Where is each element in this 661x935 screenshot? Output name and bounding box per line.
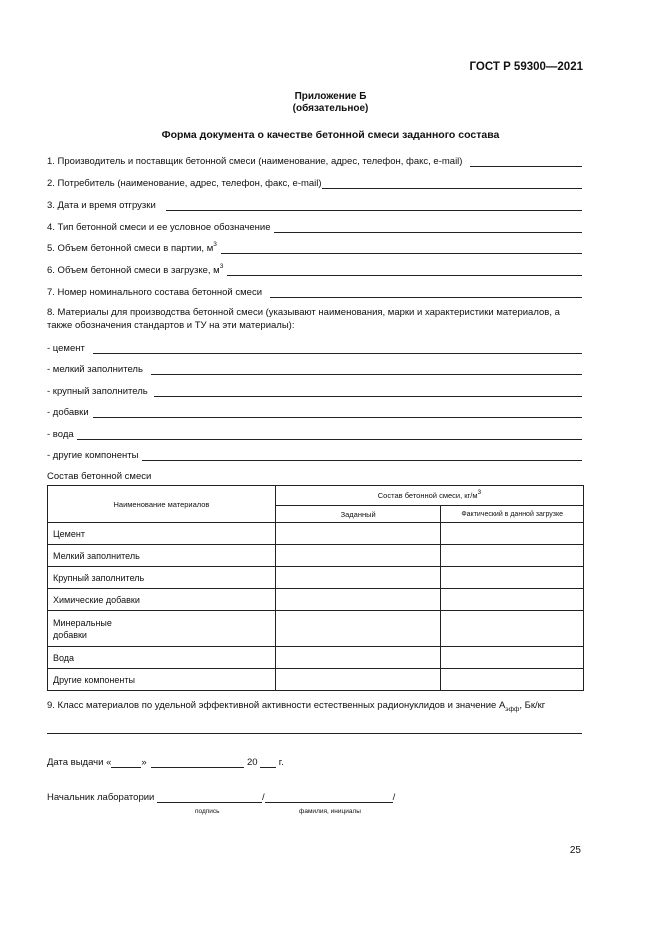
item-composition-number: 7. Номер номинального состава бетонной смеси (47, 284, 582, 298)
load-volume-field[interactable] (227, 264, 582, 276)
actual-cell[interactable] (441, 567, 584, 589)
radionuclide-field[interactable] (47, 733, 582, 734)
table-row (48, 611, 584, 647)
form-title: Форма документа о качестве бетонной смеси заданного состава (161, 129, 500, 141)
cement-field[interactable] (93, 342, 582, 354)
item-load-volume: 6. Объем бетонной смеси в загрузке, $м^3$ (47, 262, 582, 276)
signature-line: Начальник лаборатории / / (47, 792, 396, 803)
table-row (48, 669, 584, 691)
composition-number-field[interactable] (270, 286, 582, 298)
coarse-aggregate-field[interactable] (154, 385, 582, 397)
mix-type-field[interactable] (274, 221, 582, 233)
row-name: Минеральные добавки (48, 611, 276, 647)
item-shipment-date: 3. Дата и время отгрузки (47, 197, 582, 211)
item-materials: 8. Материалы для производства бетонной смеси (указывают наименования, марки и характеристики материалов, а также обозначения стандартов и ТУ на эти материалы): (47, 307, 560, 331)
caption-name: фамилия, инициалы (299, 808, 361, 815)
name-field[interactable] (265, 791, 393, 803)
material-cement: - цемент (47, 340, 582, 354)
page-number: 25 (569, 845, 581, 856)
year-field[interactable] (260, 756, 276, 768)
batch-volume-field[interactable] (221, 242, 582, 254)
actual-cell[interactable] (441, 669, 584, 691)
actual-cell[interactable] (441, 589, 584, 611)
row-name: Другие компоненты (48, 669, 276, 691)
item-producer: 1. Производитель и поставщик бетонной смеси (наименование, адрес, телефон, факс, e-mail) (47, 153, 582, 167)
row-name: Химические добавки (48, 589, 276, 611)
standard-designation: ГОСТ Р 59300—2021 (469, 61, 583, 73)
given-cell[interactable] (275, 589, 440, 611)
material-water: - вода (47, 426, 582, 440)
given-cell[interactable] (275, 523, 440, 545)
row-name: Вода (48, 647, 276, 669)
appendix-title: Приложение Б (294, 91, 367, 102)
additives-field[interactable] (93, 406, 582, 418)
signature-field[interactable] (157, 791, 262, 803)
appendix-status: (обязательное) (292, 103, 369, 114)
col-header-group: Состав бетонной смеси, $кг/м^3$ (275, 486, 583, 506)
table-row (48, 523, 584, 545)
material-coarse-aggregate: - крупный заполнитель (47, 383, 582, 397)
actual-cell[interactable] (441, 523, 584, 545)
col-header-given: Заданный (275, 506, 440, 523)
table-row (48, 647, 584, 669)
table-row (48, 589, 584, 611)
actual-cell[interactable] (441, 545, 584, 567)
given-cell[interactable] (275, 567, 440, 589)
fine-aggregate-field[interactable] (151, 363, 582, 375)
day-field[interactable] (111, 756, 141, 768)
issue-date-line: Дата выдачи « » 20 г. (47, 757, 284, 768)
item-radionuclide-class: 9. Класс материалов по удельной эффективной активности естественных радионуклидов и значение $А_{эфф}$, Бк/кг (47, 700, 546, 713)
material-fine-aggregate: - мелкий заполнитель (47, 361, 582, 375)
row-name: Цемент (48, 523, 276, 545)
item-mix-type: 4. Тип бетонной смеси и ее условное обозначение (47, 219, 582, 233)
col-header-name: Наименование материалов (48, 486, 276, 523)
producer-field[interactable] (470, 155, 582, 167)
table-row (48, 545, 584, 567)
item-batch-volume: 5. Объем бетонной смеси в партии, $м^3$ (47, 240, 582, 254)
table-row (48, 567, 584, 589)
material-other: - другие компоненты (47, 447, 582, 461)
col-header-actual: Фактический в данной загрузке (441, 506, 584, 523)
given-cell[interactable] (275, 545, 440, 567)
given-cell[interactable] (275, 669, 440, 691)
actual-cell[interactable] (441, 647, 584, 669)
consumer-field[interactable] (322, 177, 582, 189)
row-name: Крупный заполнитель (48, 567, 276, 589)
actual-cell[interactable] (441, 611, 584, 647)
composition-table (47, 485, 584, 691)
material-additives: - добавки (47, 404, 582, 418)
given-cell[interactable] (275, 647, 440, 669)
given-cell[interactable] (275, 611, 440, 647)
item-consumer: 2. Потребитель (наименование, адрес, телефон, факс, e-mail) (47, 175, 582, 189)
row-name: Мелкий заполнитель (48, 545, 276, 567)
caption-signature: подпись (195, 808, 220, 815)
month-field[interactable] (151, 756, 244, 768)
composition-caption: Состав бетонной смеси (47, 471, 152, 482)
other-components-field[interactable] (142, 449, 582, 461)
shipment-date-field[interactable] (166, 199, 582, 211)
water-field[interactable] (77, 428, 582, 440)
